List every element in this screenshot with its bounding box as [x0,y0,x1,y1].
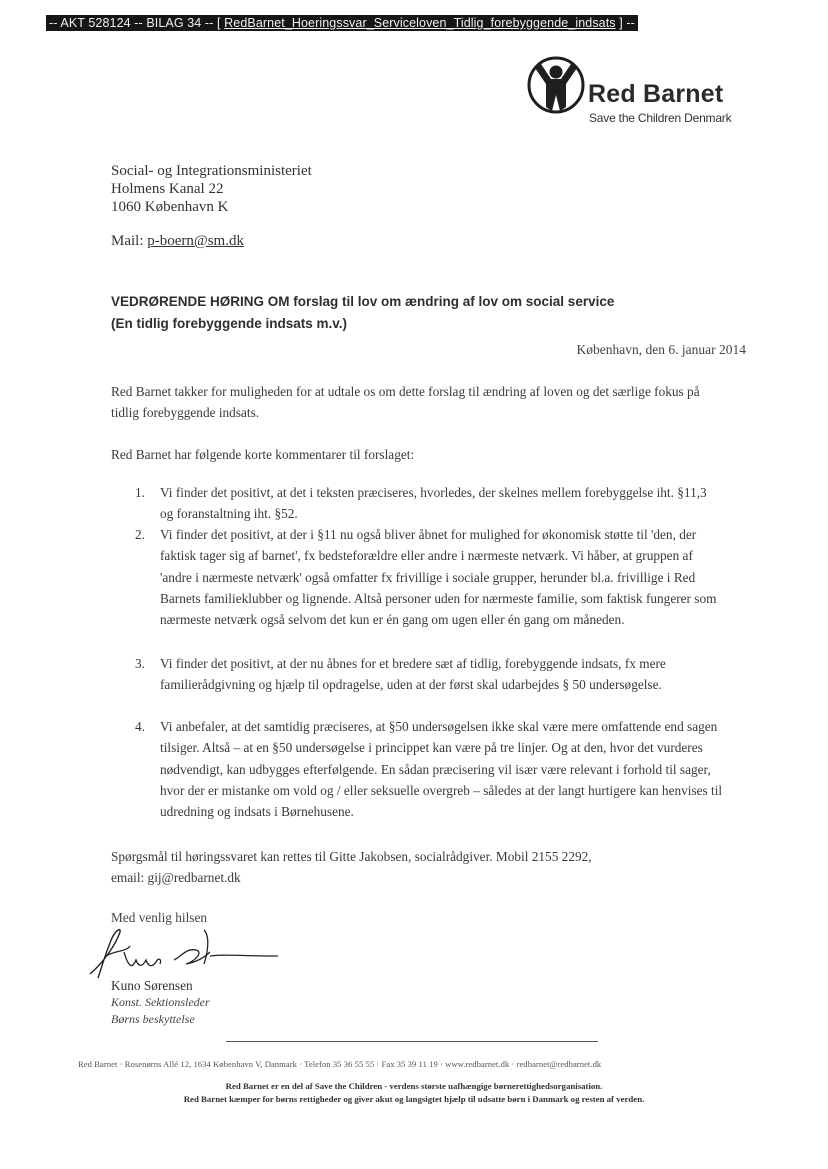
intro-paragraph: Red Barnet takker for muligheden for at udtale os om dette forslag til ændring af loven og det særlige fokus på tidlig forebyggende indsats. [111,384,700,420]
list-item-text: Vi anbefaler, at det samtidig præciseres, at §50 undersøgelsen ikke skal være mere omfattende end sagen tilsiger. Altså – at en §50 undersøgelse i princippet kan være på tre linjer. Og at den, hvor det vurderes nødvendigt, kan udbygges efterfølgende. En sådan præcisering vil især være relevant i forhold til sager, hvor der er mistanke om vold og / eller seksuelle overgreb – således at der langt hurtigere kan henvises til udredning og indsats i Børnehusene. [160,719,723,820]
recipient-mail [111,233,244,250]
handwritten-signature [86,922,286,984]
signer-department: Børns beskyttelse [111,1012,195,1026]
closing-greeting: Med venlig hilsen [111,910,208,925]
lead-paragraph: Red Barnet har følgende korte kommentarer til forslaget: [111,447,415,462]
list-item-number: 3. [135,656,145,671]
stamp-suffix: ] -- [615,16,635,30]
contact-email-line: email: gij@redbarnet.dk [111,870,241,885]
footer-contact: Red Barnet · Rosenørns Allé 12, 1634 København V, Danmark · Telefon 35 36 55 55 · Fax 35 39 11 19 · www.redbarnet.dk · redbarnet@redbarnet.dk [78,1059,602,1069]
list-item-number: 4. [135,719,145,734]
list-item-text: Vi finder det positivt, at der nu åbnes for et bredere sæt af tidlig, forebyggende indsats, fx mere familierådgivning og hjælp til opdragelse, uden at der først skal udarbejdes § 50 undersøgelse. [160,656,666,693]
list-item-text: Vi finder det positivt, at det i teksten præciseres, hvorledes, der skelnes mellem forebyggelse iht. §11,3 og foranstaltning iht. §52. [160,485,707,522]
red-barnet-logo-icon [526,55,586,115]
letter-date: København, den 6. januar 2014 [576,342,746,357]
mail-link[interactable]: p-boern@sm.dk [147,233,244,249]
mail-label: Mail: [111,233,148,249]
logo-name: Red Barnet [588,80,724,108]
letter-subheading: (En tidlig forebyggende indsats m.v.) [111,316,348,331]
recipient-street: Holmens Kanal 22 [111,181,224,197]
signer-title: Konst. Sektionsleder [111,995,210,1009]
footer-line-2: Red Barnet kæmper for børns rettigheder og giver akut og langsigtet hjælp til udsatte børn i Danmark og resten af verden. [183,1094,645,1104]
contact-line: Spørgsmål til høringssvaret kan rettes til Gitte Jakobsen, socialrådgiver. Mobil 2155 2292, [111,849,592,864]
recipient-city: 1060 København K [111,199,229,215]
footer-divider [226,1041,598,1042]
contact-paragraph [111,846,751,888]
stamp-filename: RedBarnet_Hoeringssvar_Serviceloven_Tidlig_forebyggende_indsats [224,16,616,30]
letter-heading: VEDRØRENDE HØRING OM forslag til lov om ændring af lov om social service [111,294,615,309]
stamp-prefix: -- AKT 528124 -- BILAG 34 -- [ [49,16,225,30]
list-item-text: Vi finder det positivt, at der i §11 nu også bliver åbnet for mulighed for økonomisk støtte til 'den, der faktisk tager sig af barnet', fx bedsteforældre eller andre i nærmeste netværk. Vi håber, at gruppen af 'andre i nærmeste netværk' også omfatter fx frivillige i sociale grupper, herunder bl.a. frivillige i Red Barnets familieklubber og lignende. Altså personer uden for nærmeste familie, som faktisk fungerer som nærmeste netværk også selvom det kun er én gang om ugen eller én gang om måneden. [160,527,717,628]
list-item-number: 1. [135,485,145,500]
recipient-name: Social- og Integrationsministeriet [111,163,312,179]
signer-name: Kuno Sørensen [111,978,193,993]
archive-stamp [46,15,638,31]
footer-line-1: Red Barnet er en del af Save the Children - verdens største uafhængige børnerettighedsorganisation. [225,1081,603,1091]
logo-tagline: Save the Children Denmark [589,111,732,125]
list-item-number: 2. [135,527,145,542]
